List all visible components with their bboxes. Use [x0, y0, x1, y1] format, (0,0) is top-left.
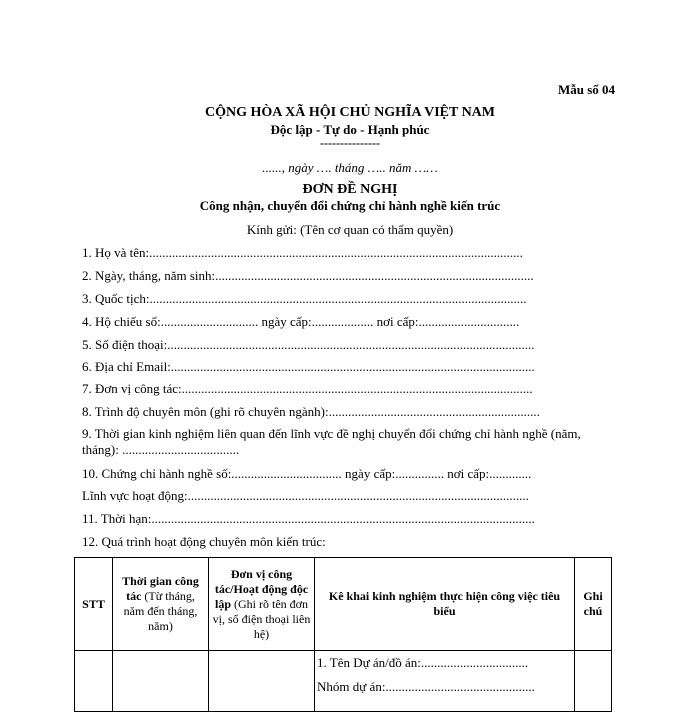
- project-group-line: Nhóm dự án:..............................................: [317, 679, 535, 694]
- field-experience-time: 9. Thời gian kinh nghiệm liên quan đến lĩnh vực đề nghị chuyển đổi chứng chỉ hành nghề (năm, tháng): ....................................: [82, 426, 581, 457]
- cell-unit: [209, 651, 315, 712]
- national-motto: Độc lập - Tự do - Hạnh phúc: [270, 122, 430, 137]
- header-unit: [209, 558, 315, 651]
- header-notes: Ghi chú: [575, 558, 612, 651]
- field-activity-area: Lĩnh vực hoạt động:.........................................................................................................: [82, 488, 529, 503]
- document-subtitle: Công nhận, chuyển đổi chứng chỉ hành nghề kiến trúc: [199, 198, 501, 213]
- header-time-note: (Từ tháng, năm đến tháng, năm): [123, 589, 198, 633]
- field-date-of-birth: 2. Ngày, tháng, năm sinh:..................................................................................................: [82, 268, 534, 283]
- activity-table: [74, 557, 612, 712]
- header-time: [113, 558, 209, 651]
- field-work-unit: 7. Đơn vị công tác:............................................................................................................: [82, 381, 533, 396]
- field-nationality: 3. Quốc tịch:....................................................................................................................: [82, 291, 527, 306]
- cell-stt: [75, 651, 113, 712]
- cell-experience: [315, 651, 575, 712]
- header-divider: ---------------: [320, 136, 380, 150]
- header-stt: STT: [75, 558, 113, 651]
- header-unit-label: Đơn vị công tác/Hoạt động độc lập: [214, 566, 309, 611]
- field-qualification: 8. Trình độ chuyên môn (ghi rõ chuyên ngành):.................................................................: [82, 404, 540, 419]
- header-unit-note: (Ghi rõ tên đơn vị, số điện thoại liên hệ): [212, 596, 311, 641]
- form-number: Mẫu số 04: [558, 82, 616, 97]
- field-certificate: 10. Chứng chỉ hành nghề số:.................................. ngày cấp:............... nơi cấp:.............: [82, 466, 532, 481]
- table-header-row: [75, 558, 612, 651]
- field-passport: 4. Hộ chiếu số:.............................. ngày cấp:................... nơi cấp:...............................: [82, 314, 520, 329]
- field-phone: 5. Số điện thoại:.................................................................................................................: [82, 337, 535, 352]
- project-name-line: 1. Tên Dự án/đồ án:.................................: [317, 655, 529, 670]
- document-title: ĐƠN ĐỀ NGHỊ: [302, 182, 398, 197]
- field-activity-history: 12. Quá trình hoạt động chuyên môn kiến trúc:: [82, 534, 326, 549]
- field-full-name: 1. Họ và tên:...................................................................................................................: [82, 245, 523, 260]
- field-email: 6. Địa chỉ Email:................................................................................................................: [82, 359, 535, 374]
- field-validity: 11. Thời hạn:......................................................................................................................: [82, 511, 535, 526]
- national-title: CỘNG HÒA XÃ HỘI CHỦ NGHĨA VIỆT NAM: [204, 105, 495, 120]
- table-row: [75, 651, 612, 712]
- recipient-line: Kính gửi: (Tên cơ quan có thẩm quyền): [246, 222, 454, 237]
- header-experience: Kê khai kinh nghiệm thực hiện công việc tiêu biểu: [315, 558, 575, 651]
- date-line: ......, ngày …. tháng ….. năm ……: [262, 160, 438, 175]
- cell-notes: [575, 651, 612, 712]
- header-time-label: Thời gian công tác: [122, 574, 199, 603]
- cell-time: [113, 651, 209, 712]
